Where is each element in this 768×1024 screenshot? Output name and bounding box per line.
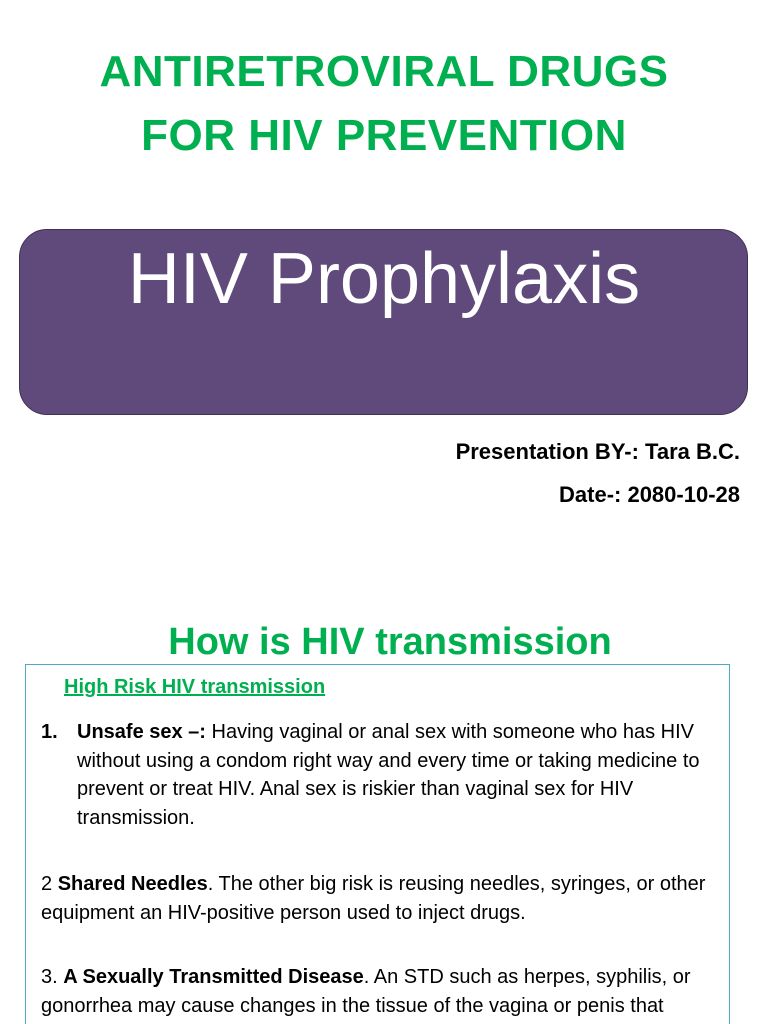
presenter-line: Presentation BY-: Tara B.C. (455, 439, 740, 464)
list-item-term: A Sexually Transmitted Disease (63, 966, 364, 988)
list-item-number: 2 (41, 873, 58, 895)
list-item (41, 718, 731, 832)
list-item-text: . An STD such as herpes, syphilis, or gonorrhea may cause changes in the tissue of the vagina or penis that (41, 966, 691, 1017)
section-heading: How is HIV transmission (168, 621, 612, 663)
list-item (41, 963, 731, 1020)
document-title-line-2: FOR HIV PREVENTION (141, 111, 627, 160)
list-item-text: . The other big risk is reusing needles, syringes, or other equipment an HIV-positive person used to inject drugs. (41, 873, 706, 924)
list-item (41, 870, 731, 927)
section-subheading: High Risk HIV transmission (64, 676, 326, 698)
banner-title: HIV Prophylaxis (127, 239, 641, 319)
list-item-body (77, 718, 731, 832)
list-item-number: 1. (41, 721, 58, 743)
list-item-text: Having vaginal or anal sex with someone who has HIV without using a condom right way and every time or taking medicine to prevent or treat HIV. Anal sex is riskier than vaginal sex for HIV transmission. (77, 721, 700, 829)
date-line: Date-: 2080-10-28 (559, 482, 740, 507)
list-item-term: Shared Needles (57, 873, 208, 895)
list-item-term: Unsafe sex –: (77, 721, 206, 743)
list-item-number: 3. (41, 966, 64, 988)
document-title-line-1: ANTIRETROVIRAL DRUGS (99, 47, 669, 96)
